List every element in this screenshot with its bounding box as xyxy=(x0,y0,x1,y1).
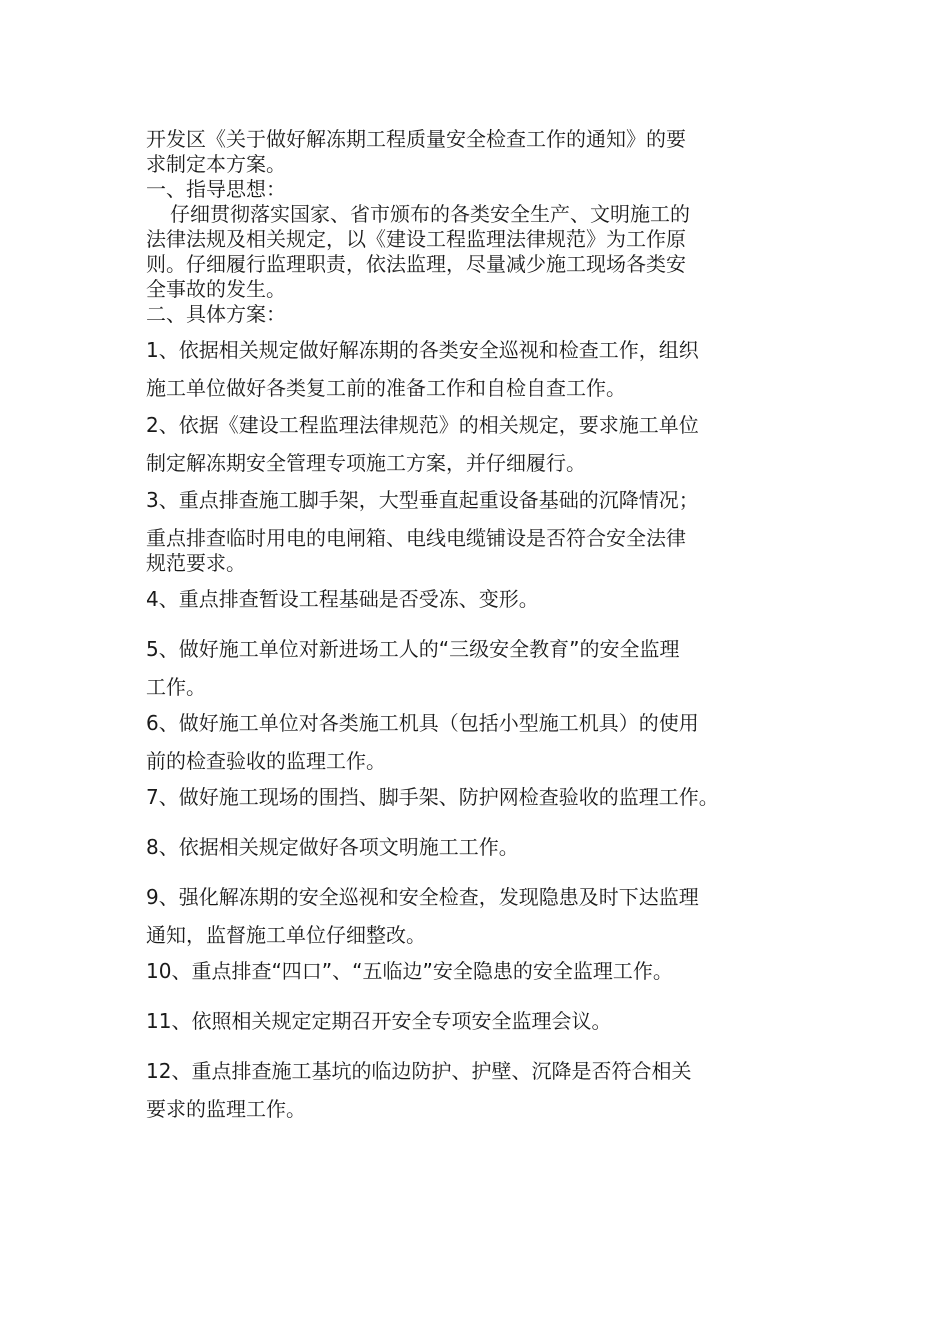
list-item-8-line-1: 8、依据相关规定做好各项文明施工工作。 xyxy=(146,835,519,859)
paragraph-line-3: 则。仔细履行监理职责，依法监理，尽量减少施工现场各类安 xyxy=(146,252,686,276)
list-item-2-line-2: 制定解冻期安全管理专项施工方案，并仔细履行。 xyxy=(146,451,586,475)
paragraph-line-4: 全事故的发生。 xyxy=(146,277,286,301)
paragraph-line-2: 法律法规及相关规定，以《建设工程监理法律规范》为工作原 xyxy=(146,227,686,251)
list-item-1-line-1: 1、依据相关规定做好解冻期的各类安全巡视和检查工作，组织 xyxy=(146,338,699,362)
list-item-10-line-1: 10、重点排查“四口”、“五临边”安全隐患的安全监理工作。 xyxy=(146,959,673,983)
section-heading-plan: 二、具体方案： xyxy=(146,302,286,326)
paragraph-line-1: 仔细贯彻落实国家、省市颁布的各类安全生产、文明施工的 xyxy=(170,202,690,226)
list-item-4-line-1: 4、重点排查暂设工程基础是否受冻、变形。 xyxy=(146,587,539,611)
list-item-2-line-1: 2、依据《建设工程监理法律规范》的相关规定，要求施工单位 xyxy=(146,413,699,437)
section-heading-guiding: 一、指导思想： xyxy=(146,177,286,201)
list-item-3-line-3: 规范要求。 xyxy=(146,551,246,575)
list-item-11-line-1: 11、依照相关规定定期召开安全专项安全监理会议。 xyxy=(146,1009,612,1033)
list-item-5-line-2: 工作。 xyxy=(146,675,206,699)
list-item-3-line-1: 3、重点排查施工脚手架，大型垂直起重设备基础的沉降情况； xyxy=(146,488,699,512)
list-item-6-line-1: 6、做好施工单位对各类施工机具（包括小型施工机具）的使用 xyxy=(146,711,699,735)
list-item-12-line-2: 要求的监理工作。 xyxy=(146,1097,306,1121)
list-item-3-line-2: 重点排查临时用电的电闸箱、电线电缆铺设是否符合安全法律 xyxy=(146,526,686,550)
list-item-5-line-1: 5、做好施工单位对新进场工人的“三级安全教育”的安全监理 xyxy=(146,637,680,661)
list-item-12-line-1: 12、重点排查施工基坑的临边防护、护壁、沉降是否符合相关 xyxy=(146,1059,692,1083)
list-item-6-line-2: 前的检查验收的监理工作。 xyxy=(146,749,386,773)
list-item-1-line-2: 施工单位做好各类复工前的准备工作和自检自查工作。 xyxy=(146,376,626,400)
list-item-9-line-2: 通知，监督施工单位仔细整改。 xyxy=(146,923,426,947)
intro-line-2: 求制定本方案。 xyxy=(146,152,286,176)
list-item-7-line-1: 7、做好施工现场的围挡、脚手架、防护网检查验收的监理工作。 xyxy=(146,785,719,809)
list-item-9-line-1: 9、强化解冻期的安全巡视和安全检查，发现隐患及时下达监理 xyxy=(146,885,699,909)
intro-line-1: 开发区《关于做好解冻期工程质量安全检查工作的通知》的要 xyxy=(146,127,686,151)
